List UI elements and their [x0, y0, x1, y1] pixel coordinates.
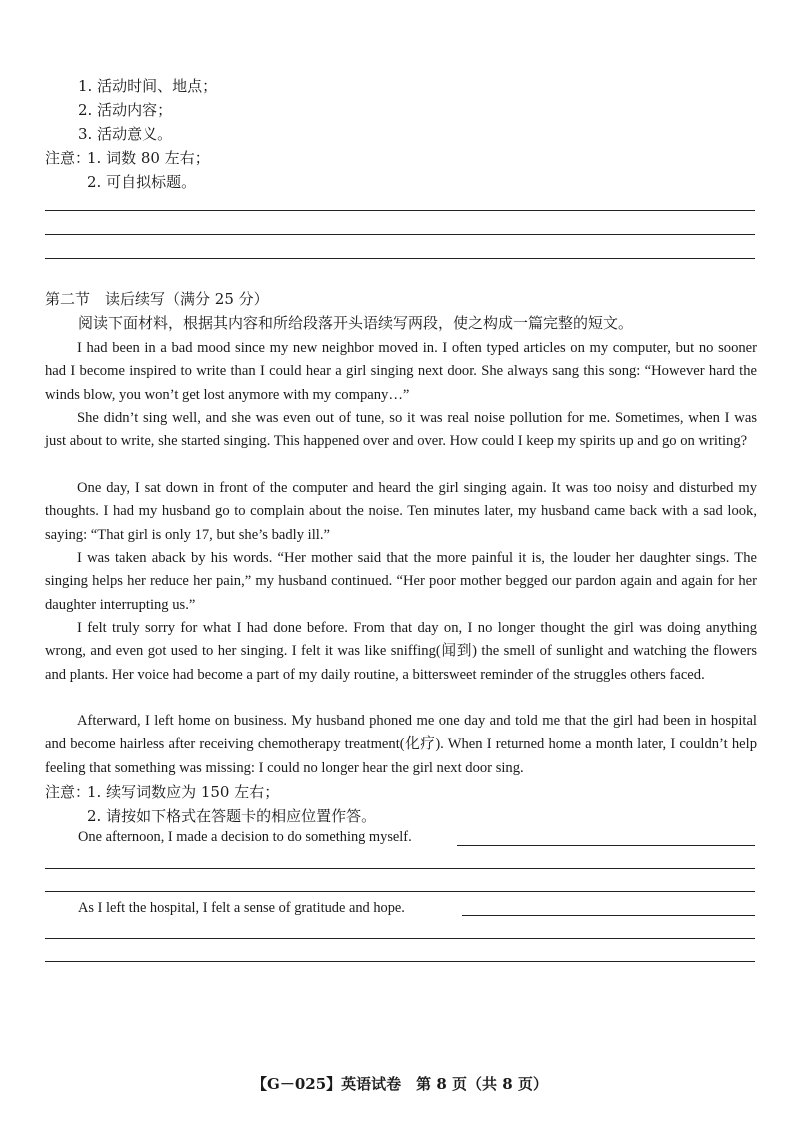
passage-paragraph-3: One day, I sat down in front of the computer and heard the girl singing again. It was too noisy and disturbed my thoughts. I had my husband go to complain about the noise. Ten minutes later, my husband came back with a sad look, saying: “That girl is only 17, but she’s badly ill.” — [45, 480, 757, 543]
section-instruction: 阅读下面材料，根据其内容和所给段落开头语续写两段，使之构成一篇完整的短文。 — [78, 314, 634, 332]
answer-line — [45, 234, 755, 235]
requirement-item-1: 1. 活动时间、地点； — [78, 77, 218, 95]
continuation-prompt-2: As I left the hospital, I felt a sense of gratitude and hope. — [78, 900, 405, 916]
page-footer: 【G－025】英语试卷 第 8 页（共 8 页） — [252, 1075, 548, 1093]
answer-line — [45, 868, 755, 869]
passage-paragraph-1: I had been in a bad mood since my new neighbor moved in. I often typed articles on my computer, but no sooner had I become inspired to write than I could hear a girl singing next door. She always sang this song: “However hard the winds blow, you won’t get lost anymore with my company…” — [45, 340, 757, 403]
passage-paragraph-4: I was taken aback by his words. “Her mother said that the more painful it is, the louder her daughter sings. The singing helps her reduce her pain,” my husband continued. “Her poor mother begged our pardon again and again for her daughter interrupting us.” — [45, 550, 757, 613]
answer-line — [45, 210, 755, 211]
section-title: 第二节 读后续写（满分 25 分） — [45, 290, 269, 308]
note-1-1: 1. 词数 80 左右； — [87, 149, 210, 167]
requirement-item-3: 3. 活动意义。 — [78, 125, 173, 143]
continuation-prompt-1: One afternoon, I made a decision to do something myself. — [78, 829, 412, 845]
passage-paragraph-5: I felt truly sorry for what I had done before. From that day on, I no longer thought the girl was doing anything wrong, and even got used to her singing. I felt it was like sniffing(闻到) the smell of sunlight and watching the flowers and plants. Her voice had become a part of my daily routine, a bittersweet reminder of the struggles others faced. — [45, 620, 757, 683]
note-label-2: 注意： — [45, 783, 91, 801]
answer-line — [457, 845, 755, 846]
answer-line — [45, 891, 755, 892]
answer-line — [462, 915, 755, 916]
answer-line — [45, 258, 755, 259]
requirement-item-2: 2. 活动内容； — [78, 101, 173, 119]
passage-paragraph-6: Afterward, I left home on business. My husband phoned me one day and told me that the girl had been in hospital and become hairless after receiving chemotherapy treatment(化疗). When I returned home a month later, I couldn’t help feeling that something was missing: I could no longer hear the girl next door sing. — [45, 713, 757, 776]
note-label-1: 注意： — [45, 149, 91, 167]
note-2-2: 2. 请按如下格式在答题卡的相应位置作答。 — [87, 807, 377, 825]
note-2-1: 1. 续写词数应为 150 左右； — [87, 783, 280, 801]
note-1-2: 2. 可自拟标题。 — [87, 173, 197, 191]
answer-line — [45, 961, 755, 962]
passage-paragraph-2: She didn’t sing well, and she was even out of tune, so it was real noise pollution for me. Sometimes, when I was just about to write, she started singing. This happened over and over. How could I keep my spirits up and go on writing? — [45, 410, 757, 450]
answer-line — [45, 938, 755, 939]
